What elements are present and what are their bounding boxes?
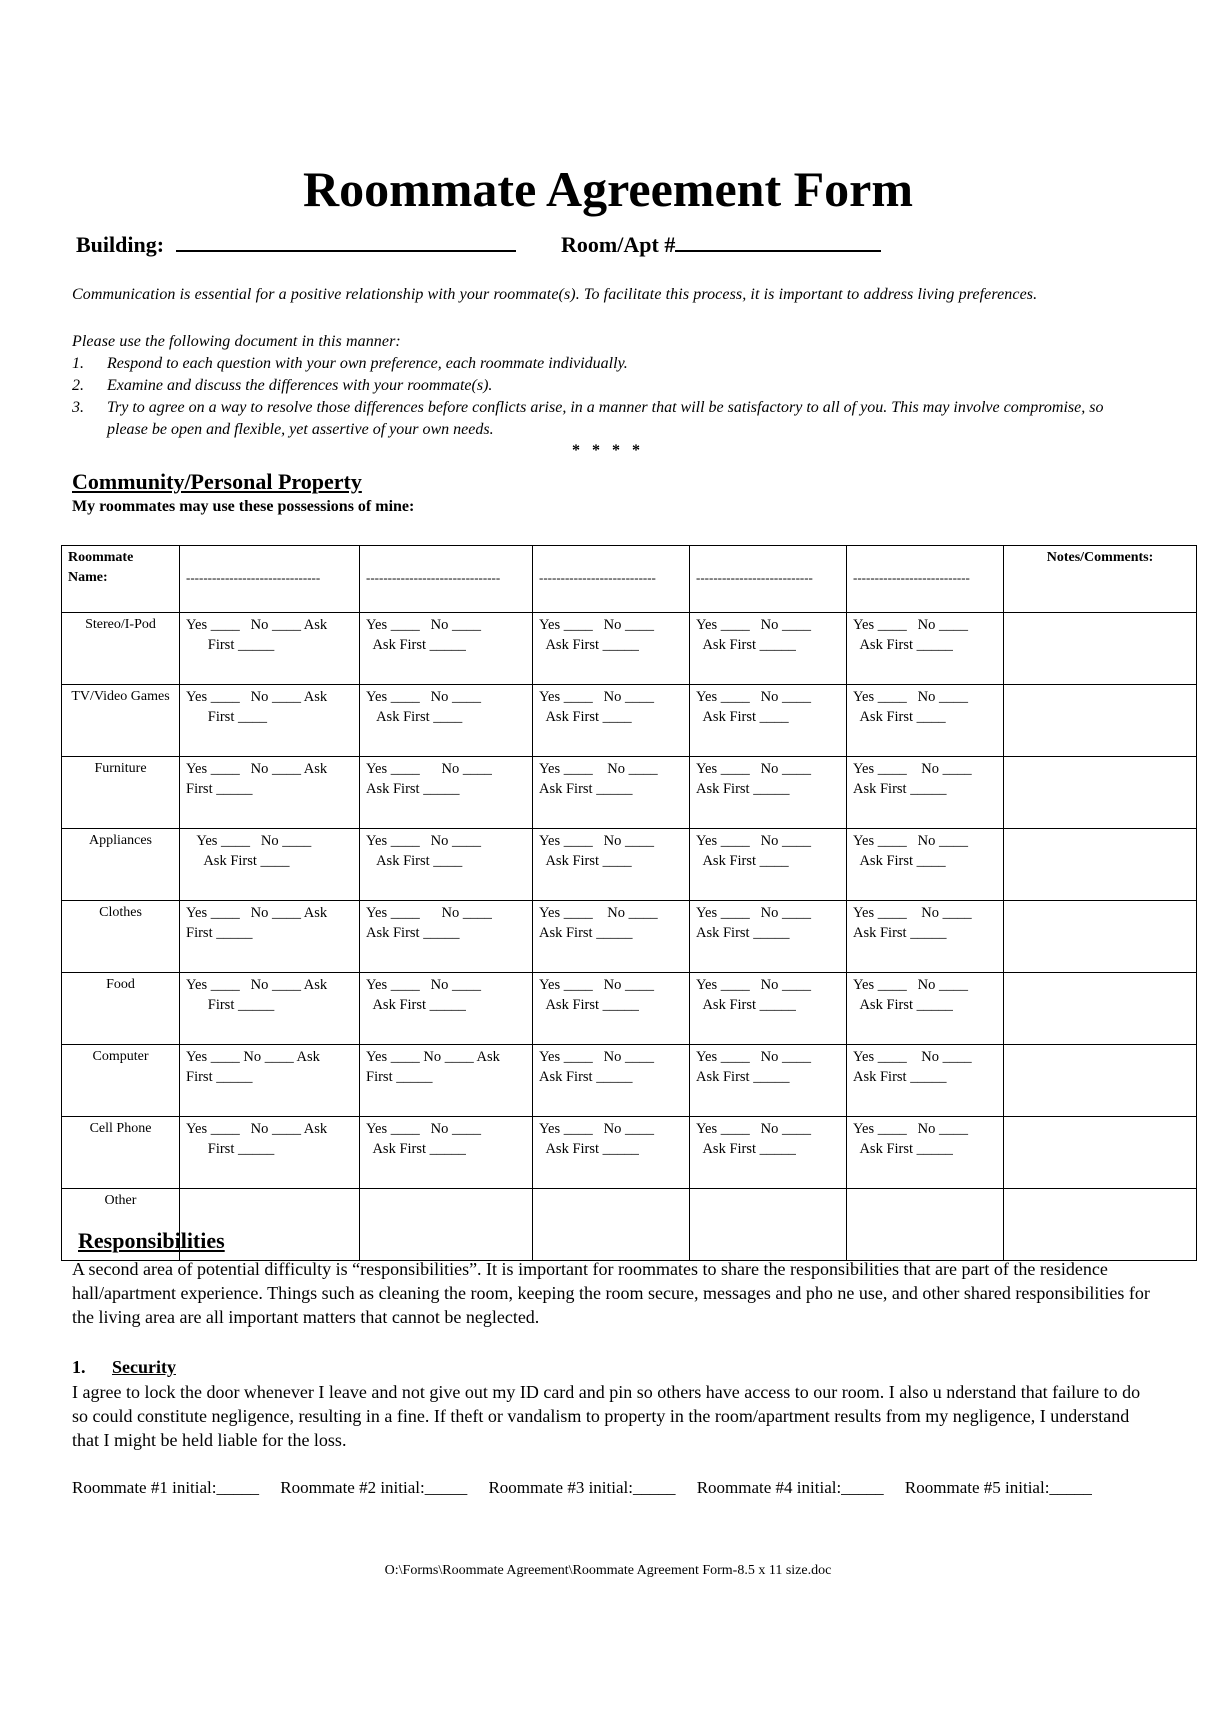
- answer-cell[interactable]: Yes ____ No ____ Ask First _____: [690, 973, 847, 1045]
- item-label: Food: [62, 973, 180, 1045]
- answer-cell[interactable]: Yes ____ No ____ Ask First _____: [533, 1117, 690, 1189]
- item-label: TV/Video Games: [62, 685, 180, 757]
- section-separator: * * * *: [572, 442, 644, 459]
- answer-cell[interactable]: Yes ____ No ____ Ask First ____: [360, 685, 533, 757]
- answer-cell[interactable]: Yes ____ No ____ Ask First _____: [847, 757, 1004, 829]
- answer-cell[interactable]: Yes ____ No ____ Ask First ____: [180, 829, 360, 901]
- notes-cell[interactable]: [1004, 973, 1197, 1045]
- header-fields: [76, 230, 881, 258]
- notes-cell[interactable]: [1004, 613, 1197, 685]
- answer-cell[interactable]: Yes ____ No ____ Ask First _____: [180, 973, 360, 1045]
- answer-cell[interactable]: Yes ____ No ____ Ask First _____: [847, 1045, 1004, 1117]
- property-table: [61, 545, 1197, 1261]
- notes-cell[interactable]: [1004, 1189, 1197, 1261]
- document-page: Roommate Agreement Form Building: Room/Apt # Communication is essential for a positive relationship with your roommate(s). To facilitate this process, it is important to address living preferences. Please use the following document in this manner: 1. Respond to each question with your own preference, each roommate individually. 2. Examine and discuss the differences with your roommate(s). 3. Try to agree on a way to resolve those differences before conflicts arise, in a manner that will be satisfactory to all of you. This may involve compromise, so please be open and flexible, yet assertive of your own needs. * * * * Community/Personal Property My roommates may use these possessions of mine: Roommate Name: ------------------------------- ------------------------------- --------------------------- --------------------------- --------------------------- Notes/Comments: Stereo/I-Pod Yes ____ No ____ Ask First _____ Yes ____ No ____ Ask First _____ Yes ____ No ____ Ask First _____ Yes ____ No ____ Ask First _____ Yes ____ No ____ Ask First _____ TV/Video Games Yes ____ No ____ Ask First ____ Yes ____ No ____ Ask First ____ Yes ____ No ____ Ask First ____ Yes ____ No ____ Ask First ____ Yes ____ No ____ Ask First ____ Furniture Yes ____ No ____ Ask First _____ Yes ____ No ____ Ask First _____ Yes ____ No ____ Ask First _____ Yes ____ No ____ Ask First _____ Yes ____ No ____ Ask First _____ Appliances Yes ____ No ____ Ask First ____ Yes ____ No ____ Ask First ____ Yes ____ No ____ Ask First ____ Yes ____ No ____ Ask First ____ Yes ____ No ____ Ask First ____ Clothes Yes ____ No ____ Ask First _____ Yes ____ No ____ Ask First _____ Yes ____ No ____ Ask First _____ Yes ____ No ____ Ask First _____ Yes ____ No ____ Ask First _____ Food Yes ____ No ____ Ask First _____ Yes ____ No ____ Ask First _____ Yes ____ No ____ Ask First _____ Yes ____ No ____ Ask First _____ Yes ____ No ____ Ask First _____ Computer Yes ____ No ____ Ask First _____ Yes ____ No ____ Ask First _____ Yes ____ No ____ Ask First _____ Yes ____ No ____ Ask First _____ Yes ____ No ____ Ask First _____ Cell Phone Yes ____ No ____ Ask First _____ Yes ____ No ____ Ask First _____ Yes ____ No ____ Ask First _____ Yes ____ No ____ Ask First _____ Yes ____ No ____ Ask First _____ Other Responsibilities A second area of potential difficulty is “responsibilities”. It is important for roommates to share the responsibilities that are part of the residence hall/apartment experience. Things such as cleaning the room, keeping the room secure, messages and pho ne use, and other shared responsibilities for the living area are all important matters that cannot be neglected. 1. Security I agree to lock the door whenever I leave and not give out my ID card and pin so others have access to our room. I also u nderstand that failure to do so could constitute negligence, resulting in a fine. If theft or vandalism to property in the room/apartment results from my negligence, I understand that I might be held liable for the loss. Roommate #1 initial:_____ Roommate #2 initial:_____ Roommate #3 initial:_____ Roommate #4 initial:_____ Roommate #5 initial:_____ O:\Forms\Roommate Agreement\Roommate Agreement Form-8.5 x 11 size.doc: [0, 0, 1216, 1722]
- answer-cell[interactable]: Yes ____ No ____ Ask First ____: [533, 685, 690, 757]
- answer-cell[interactable]: Yes ____ No ____ Ask First _____: [847, 613, 1004, 685]
- item-label: Cell Phone: [62, 1117, 180, 1189]
- notes-cell[interactable]: [1004, 1045, 1197, 1117]
- roommate-name-field[interactable]: ---------------------------: [533, 546, 690, 613]
- item-label: Stereo/I-Pod: [62, 613, 180, 685]
- instructions-lead: Please use the following document in this manner:: [72, 333, 401, 350]
- answer-cell[interactable]: Yes ____ No ____ Ask First _____: [360, 613, 533, 685]
- answer-cell[interactable]: Yes ____ No ____ Ask First _____: [533, 901, 690, 973]
- table-row: [62, 901, 1197, 973]
- answer-cell[interactable]: Yes ____ No ____ Ask First _____: [360, 1045, 533, 1117]
- table-row: [62, 829, 1197, 901]
- intro-text: Communication is essential for a positive relationship with your roommate(s). To facilitate this process, it is important to address living preferences.: [72, 286, 1038, 303]
- notes-header: Notes/Comments:: [1004, 546, 1197, 613]
- answer-cell[interactable]: Yes ____ No ____ Ask First ____: [360, 829, 533, 901]
- security-number: 1.: [72, 1357, 86, 1377]
- building-label: Building:: [76, 232, 165, 257]
- roommate-name-header: Roommate Name:: [62, 546, 180, 613]
- table-row: [62, 1045, 1197, 1117]
- answer-cell[interactable]: Yes ____ No ____ Ask First _____: [847, 1117, 1004, 1189]
- item-label: Other: [62, 1189, 180, 1261]
- notes-cell[interactable]: [1004, 685, 1197, 757]
- answer-cell[interactable]: Yes ____ No ____ Ask First _____: [360, 1117, 533, 1189]
- roommate-name-field[interactable]: -------------------------------: [360, 546, 533, 613]
- file-path-footer: O:\Forms\Roommate Agreement\Roommate Agreement Form-8.5 x 11 size.doc: [384, 1563, 832, 1578]
- room-label: Room/Apt #: [561, 232, 676, 257]
- answer-cell[interactable]: [360, 1189, 533, 1261]
- answer-cell[interactable]: Yes ____ No ____ Ask First ____: [690, 685, 847, 757]
- notes-cell[interactable]: [1004, 829, 1197, 901]
- answer-cell[interactable]: Yes ____ No ____ Ask First _____: [847, 901, 1004, 973]
- roommate-name-field[interactable]: ---------------------------: [847, 546, 1004, 613]
- roommate-initials-line[interactable]: Roommate #1 initial:_____ Roommate #2 initial:_____ Roommate #3 initial:_____ Roommate #4 initial:_____ Roommate #5 initial:_____: [72, 1478, 1092, 1497]
- item-label: Appliances: [62, 829, 180, 901]
- answer-cell[interactable]: Yes ____ No ____ Ask First _____: [360, 973, 533, 1045]
- notes-cell[interactable]: [1004, 1117, 1197, 1189]
- answer-cell[interactable]: Yes ____ No ____ Ask First _____: [690, 901, 847, 973]
- roommate-name-field[interactable]: -------------------------------: [180, 546, 360, 613]
- answer-cell[interactable]: Yes ____ No ____ Ask First _____: [180, 1045, 360, 1117]
- security-title: Security: [112, 1357, 176, 1377]
- property-section-title: Community/Personal Property: [72, 469, 362, 494]
- answer-cell[interactable]: Yes ____ No ____ Ask First _____: [533, 1045, 690, 1117]
- answer-cell[interactable]: Yes ____ No ____ Ask First _____: [180, 901, 360, 973]
- responsibilities-text: A second area of potential difficulty is “responsibilities”. It is important for roommates to share the responsibilities that are part of the residence hall/apartment experience. Things such as cleaning the room, keeping the room secure, messages and pho ne use, and other shared responsibilities for the living area are all important matters that cannot be neglected.: [72, 1259, 1150, 1327]
- notes-cell[interactable]: [1004, 901, 1197, 973]
- table-row: [62, 1117, 1197, 1189]
- roommate-name-field[interactable]: ---------------------------: [690, 546, 847, 613]
- security-text: I agree to lock the door whenever I leave and not give out my ID card and pin so others have access to our room. I also u nderstand that failure to do so could constitute negligence, resulting in a fine. If theft or vandalism to property in the room/apartment results from my negligence, I understand that I might be held liable for the loss.: [72, 1382, 1141, 1450]
- notes-cell[interactable]: [1004, 757, 1197, 829]
- answer-cell[interactable]: [847, 1189, 1004, 1261]
- answer-cell[interactable]: Yes ____ No ____ Ask First _____: [180, 1117, 360, 1189]
- table-row: [62, 685, 1197, 757]
- answer-cell[interactable]: Yes ____ No ____ Ask First ____: [690, 829, 847, 901]
- answer-cell[interactable]: Yes ____ No ____ Ask First ____: [847, 685, 1004, 757]
- answer-cell[interactable]: Yes ____ No ____ Ask First _____: [360, 901, 533, 973]
- table-row: [62, 973, 1197, 1045]
- responsibilities-title: Responsibilities: [78, 1228, 225, 1253]
- building-blank[interactable]: [176, 230, 516, 252]
- item-label: Furniture: [62, 757, 180, 829]
- answer-cell[interactable]: Yes ____ No ____ Ask First ____: [847, 829, 1004, 901]
- answer-cell[interactable]: Yes ____ No ____ Ask First _____: [533, 973, 690, 1045]
- answer-cell[interactable]: Yes ____ No ____ Ask First _____: [180, 613, 360, 685]
- table-row: [62, 757, 1197, 829]
- answer-cell[interactable]: [690, 1189, 847, 1261]
- form-title: Roommate Agreement Form: [303, 161, 913, 217]
- table-row: [62, 1189, 1197, 1261]
- answer-cell[interactable]: Yes ____ No ____ Ask First _____: [533, 613, 690, 685]
- answer-cell[interactable]: Yes ____ No ____ Ask First _____: [360, 757, 533, 829]
- answer-cell[interactable]: Yes ____ No ____ Ask First ____: [180, 685, 360, 757]
- answer-cell[interactable]: Yes ____ No ____ Ask First _____: [533, 757, 690, 829]
- answer-cell[interactable]: Yes ____ No ____ Ask First ____: [533, 829, 690, 901]
- item-label: Clothes: [62, 901, 180, 973]
- table-row: [62, 613, 1197, 685]
- item-label: Computer: [62, 1045, 180, 1117]
- property-subtitle: My roommates may use these possessions of mine:: [72, 498, 415, 515]
- answer-cell[interactable]: Yes ____ No ____ Ask First _____: [690, 613, 847, 685]
- answer-cell[interactable]: Yes ____ No ____ Ask First _____: [847, 973, 1004, 1045]
- answer-cell[interactable]: Yes ____ No ____ Ask First _____: [690, 1117, 847, 1189]
- security-heading: [72, 1357, 176, 1378]
- answer-cell[interactable]: Yes ____ No ____ Ask First _____: [690, 1045, 847, 1117]
- table-header-row: [62, 546, 1197, 613]
- room-blank[interactable]: [675, 230, 881, 252]
- answer-cell[interactable]: [533, 1189, 690, 1261]
- answer-cell[interactable]: Yes ____ No ____ Ask First _____: [690, 757, 847, 829]
- answer-cell[interactable]: Yes ____ No ____ Ask First _____: [180, 757, 360, 829]
